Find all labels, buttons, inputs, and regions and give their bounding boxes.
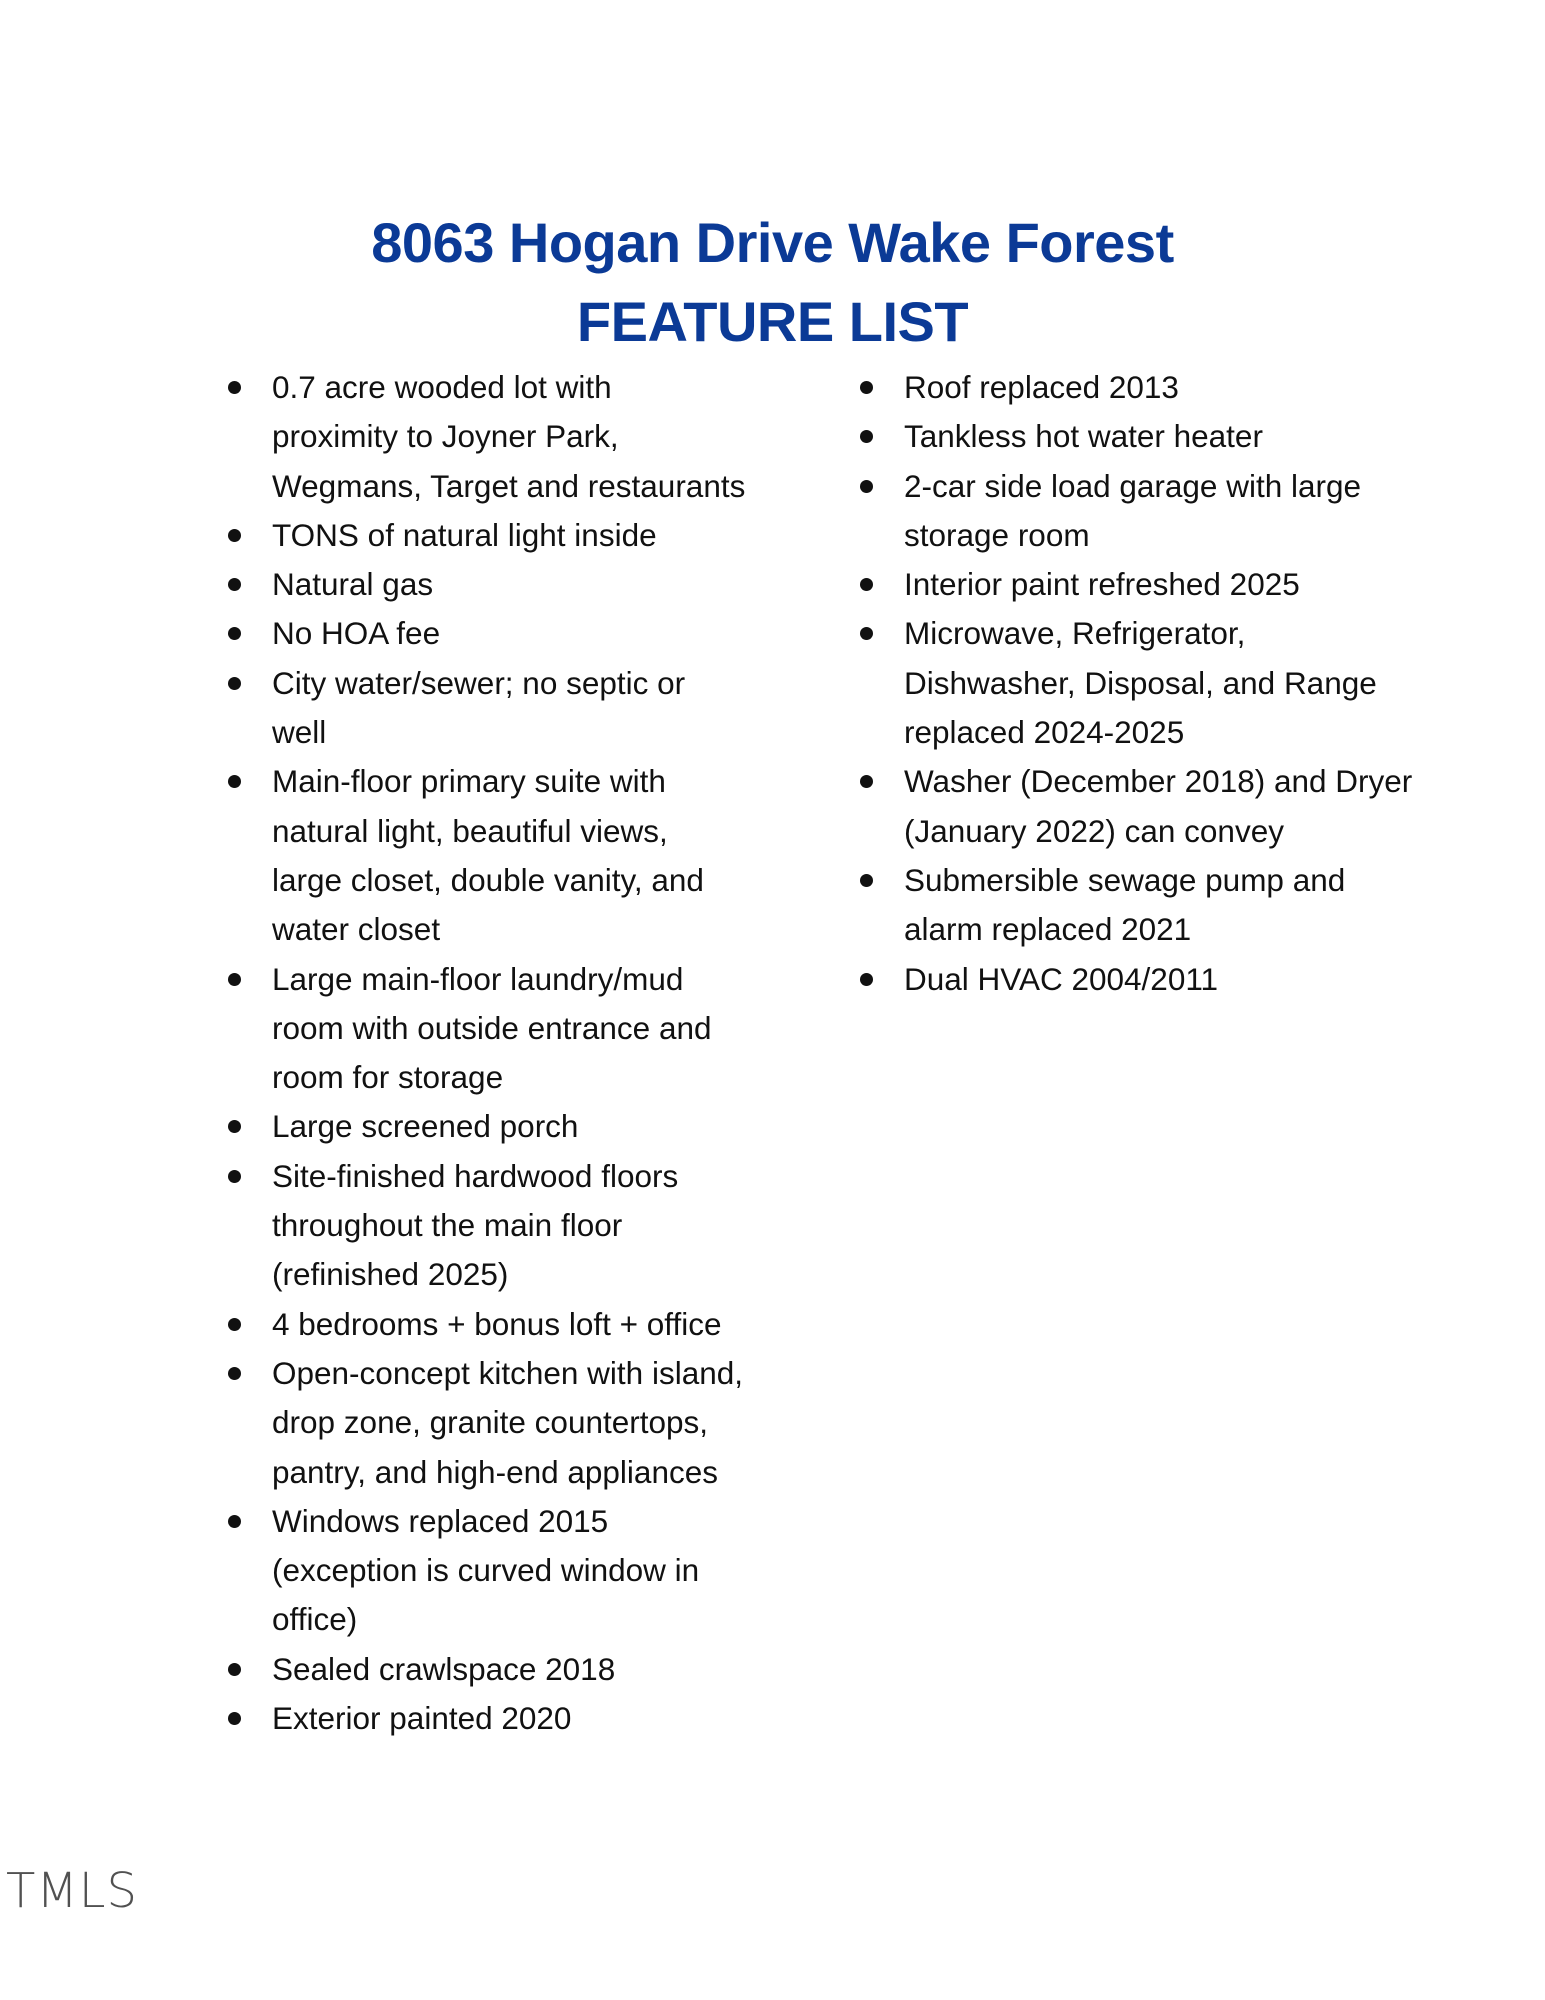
bullet-icon: [228, 381, 241, 394]
list-item-text: Exterior painted 2020: [272, 1700, 572, 1737]
list-item-text: Microwave, Refrigerator, Dishwasher, Disposal, and Range replaced 2024-2025: [904, 615, 1377, 751]
list-item-text: No HOA fee: [272, 615, 441, 652]
bullet-icon: [228, 1515, 241, 1528]
list-item: [226, 659, 746, 758]
bullet-icon: [228, 1712, 241, 1725]
list-item: [858, 609, 1418, 757]
list-item-text: TONS of natural light inside: [272, 516, 657, 553]
bullet-icon: [228, 1367, 241, 1380]
list-item: [226, 363, 746, 511]
list-item-text: Submersible sewage pump and alarm replaced 2021: [904, 861, 1346, 948]
bullet-icon: [228, 973, 241, 986]
list-item: [226, 1497, 746, 1645]
list-item: [226, 1300, 746, 1349]
tmls-watermark: TMLS: [6, 1863, 138, 1919]
list-item-text: Washer (December 2018) and Dryer (January 2022) can convey: [904, 763, 1413, 849]
list-item: [226, 560, 746, 609]
bullet-icon: [228, 578, 241, 591]
page-title-line-2: FEATURE LIST: [576, 290, 969, 353]
bullet-icon: [228, 627, 241, 640]
list-item: [858, 412, 1418, 461]
list-item: [858, 757, 1418, 856]
list-item-text: Natural gas: [272, 566, 434, 603]
list-item: [226, 1349, 746, 1497]
list-item-text: Windows replaced 2015 (exception is curved window in office): [272, 1502, 700, 1638]
list-item-text: Large screened porch: [272, 1108, 579, 1145]
bullet-icon: [228, 775, 241, 788]
list-item: [226, 1152, 746, 1300]
bullet-icon: [860, 480, 873, 493]
list-item: [858, 363, 1418, 412]
bullet-icon: [860, 874, 873, 887]
list-item-text: City water/sewer; no septic or well: [272, 664, 686, 751]
list-item-text: 2-car side load garage with large storage room: [904, 467, 1362, 553]
list-item: [226, 757, 746, 954]
list-item-text: Roof replaced 2013: [904, 369, 1179, 405]
bullet-icon: [860, 973, 873, 986]
list-item: [226, 1645, 746, 1694]
bullet-icon: [860, 627, 873, 640]
bullet-icon: [228, 1120, 241, 1133]
page-title-line-1: 8063 Hogan Drive Wake Forest: [371, 211, 1174, 274]
bullet-icon: [228, 1318, 241, 1331]
list-item-text: Interior paint refreshed 2025: [904, 566, 1300, 603]
list-item: [226, 955, 746, 1103]
list-item: [226, 511, 746, 560]
bullet-icon: [228, 529, 241, 542]
list-item-text: 4 bedrooms + bonus loft + office: [272, 1305, 722, 1342]
list-item: [226, 1694, 746, 1743]
list-item-text: Main-floor primary suite with natural light, beautiful views, large closet, double vanity, and water closet: [272, 763, 704, 948]
list-item: [226, 1102, 746, 1151]
list-item: [226, 609, 746, 658]
bullet-icon: [860, 381, 873, 394]
bullet-icon: [228, 677, 241, 690]
bullet-icon: [228, 1663, 241, 1676]
list-item-text: Sealed crawlspace 2018: [272, 1650, 616, 1687]
list-item-text: Large main-floor laundry/mud room with outside entrance and room for storage: [272, 960, 712, 1096]
list-item-text: Open-concept kitchen with island, drop zone, granite countertops, pantry, and high-end appliances: [272, 1354, 744, 1490]
bullet-icon: [228, 1170, 241, 1183]
list-item-text: Site-finished hardwood floors throughout the main floor (refinished 2025): [272, 1157, 679, 1293]
list-item-text: Dual HVAC 2004/2011: [904, 960, 1219, 997]
feature-list-left: [226, 363, 746, 1743]
list-item-text: Tankless hot water heater: [904, 418, 1263, 455]
bullet-icon: [860, 430, 873, 443]
bullet-icon: [860, 578, 873, 591]
list-item-text: 0.7 acre wooded lot with proximity to Joyner Park, Wegmans, Target and restaurants: [272, 369, 746, 504]
bullet-icon: [860, 775, 873, 788]
list-item: [858, 856, 1418, 955]
list-item: [858, 560, 1418, 609]
list-item: [858, 955, 1418, 1004]
feature-list-right: [858, 363, 1418, 1004]
list-item: [858, 462, 1418, 561]
